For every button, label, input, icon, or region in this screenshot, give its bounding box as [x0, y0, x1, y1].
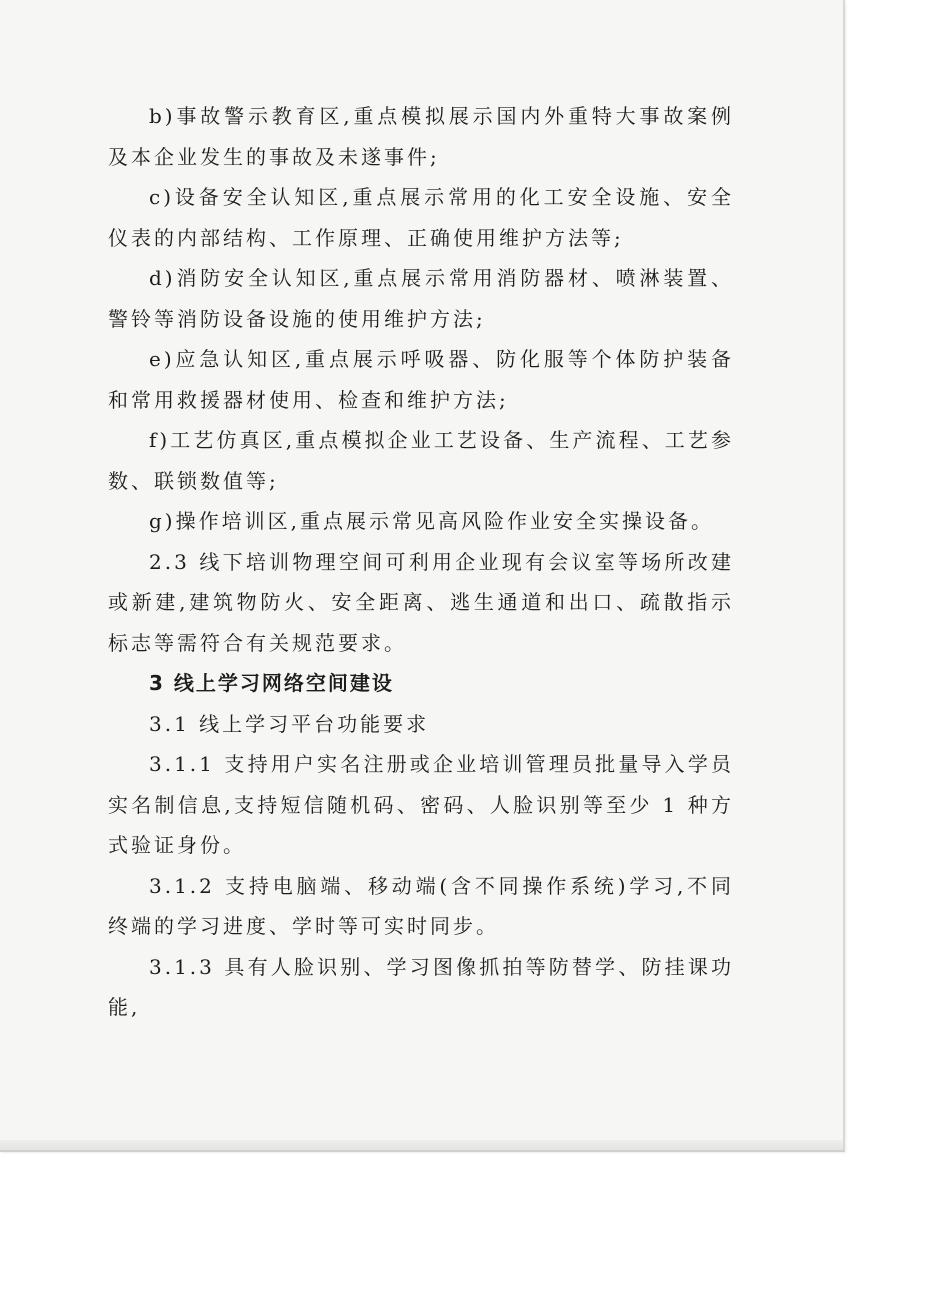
subsection-heading: 3.1 线上学习平台功能要求: [149, 711, 430, 736]
page-bottom-edge: [0, 1140, 843, 1150]
paragraph-e: e)应急认知区,重点展示呼吸器、防化服等个体防护装备和常用救援器材使用、检查和维护方法;: [108, 347, 734, 412]
paragraph-2-3: 2.3 线下培训物理空间可利用企业现有会议室等场所改建或新建,建筑物防火、安全距离、逃生通道和出口、疏散指示标志等需符合有关规范要求。: [108, 549, 734, 655]
document-body: [108, 96, 734, 1028]
paragraph-f: f)工艺仿真区,重点模拟企业工艺设备、生产流程、工艺参数、联锁数值等;: [108, 428, 734, 493]
item-3-1-3: 3.1.3 具有人脸识别、学习图像抓拍等防替学、防挂课功能,: [108, 954, 734, 1019]
item-3-1-1: 3.1.1 支持用户实名注册或企业培训管理员批量导入学员实名制信息,支持短信随机码、密码、人脸识别等至少 1 种方式验证身份。: [108, 752, 734, 857]
paragraph-b: b)事故警示教育区,重点模拟展示国内外重特大事故案例及本企业发生的事故及未遂事件;: [108, 104, 734, 169]
item-3-1-2: 3.1.2 支持电脑端、移动端(含不同操作系统)学习,不同终端的学习进度、学时等可实时同步。: [108, 873, 734, 938]
paragraph-g: g)操作培训区,重点展示常见高风险作业安全实操设备。: [149, 509, 714, 533]
section-heading: 3 线上学习网络空间建设: [149, 671, 394, 695]
paragraph-c: c)设备安全认知区,重点展示常用的化工安全设施、安全仪表的内部结构、工作原理、正确使用维护方法等;: [108, 185, 734, 250]
paragraph-d: d)消防安全认知区,重点展示常用消防器材、喷淋装置、警铃等消防设备设施的使用维护方法;: [108, 266, 734, 331]
